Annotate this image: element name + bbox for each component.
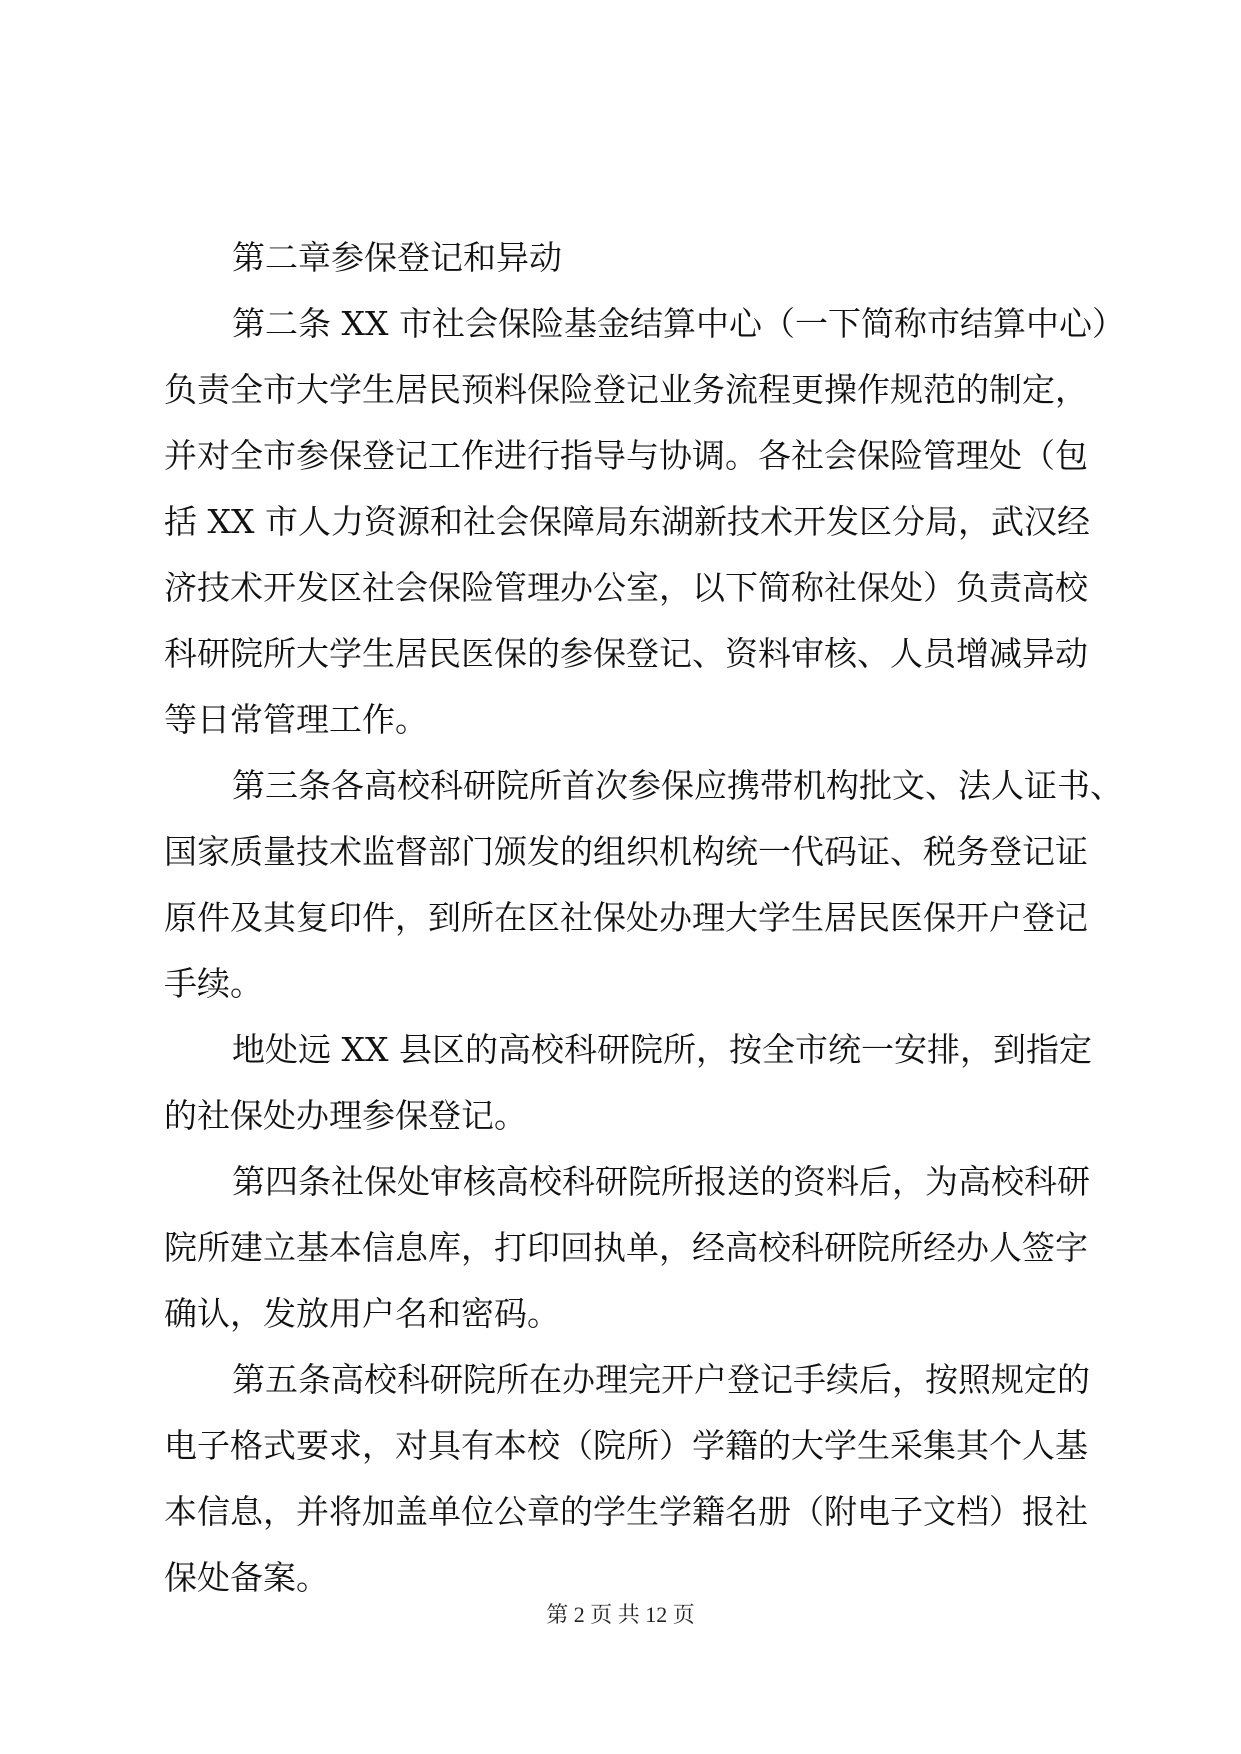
paragraph-line: 负责全市大学生居民预料保险登记业务流程更操作规范的制定， — [164, 370, 1088, 409]
paragraph-line: 第四条社保处审核高校科研院所报送的资料后，为高校科研 — [232, 1162, 1090, 1201]
paragraph-line: 手续。 — [164, 964, 263, 1003]
paragraph-line: 并对全市参保登记工作进行指导与协调。各社会保险管理处（包 — [164, 436, 1088, 475]
paragraph-line: 第二条 XX 市社会保险基金结算中心（一下简称市结算中心） — [232, 304, 1125, 343]
paragraph-line: 等日常管理工作。 — [164, 700, 428, 739]
paragraph-line: 第五条高校科研院所在办理完开户登记手续后，按照规定的 — [232, 1360, 1090, 1399]
paragraph-line: 科研院所大学生居民医保的参保登记、资料审核、人员增减异动 — [164, 634, 1088, 673]
paragraph-line: 电子格式要求，对具有本校（院所）学籍的大学生采集其个人基 — [164, 1426, 1088, 1465]
paragraph-line: 国家质量技术监督部门颁发的组织机构统一代码证、税务登记证 — [164, 832, 1088, 871]
paragraph-line: 的社保处办理参保登记。 — [164, 1096, 527, 1135]
paragraph-line: 济技术开发区社会保险管理办公室，以下简称社保处）负责高校 — [164, 568, 1088, 607]
paragraph-line: 确认，发放用户名和密码。 — [164, 1294, 560, 1333]
paragraph-line: 第三条各高校科研院所首次参保应携带机构批文、法人证书、 — [232, 766, 1123, 805]
chapter-heading: 第二章参保登记和异动 — [232, 238, 562, 277]
paragraph-line: 保处备案。 — [164, 1558, 329, 1597]
paragraph-line: 院所建立基本信息库，打印回执单，经高校科研院所经办人签字 — [164, 1228, 1088, 1267]
paragraph-line: 括 XX 市人力资源和社会保障局东湖新技术开发区分局，武汉经 — [164, 502, 1090, 541]
paragraph-line: 地处远 XX 县区的高校科研院所，按全市统一安排，到指定 — [232, 1030, 1092, 1069]
page-footer: 第 2 页 共 12 页 — [546, 1602, 695, 1627]
paragraph-line: 本信息，并将加盖单位公章的学生学籍名册（附电子文档）报社 — [164, 1492, 1088, 1531]
paragraph-line: 原件及其复印件，到所在区社保处办理大学生居民医保开户登记 — [164, 898, 1088, 937]
